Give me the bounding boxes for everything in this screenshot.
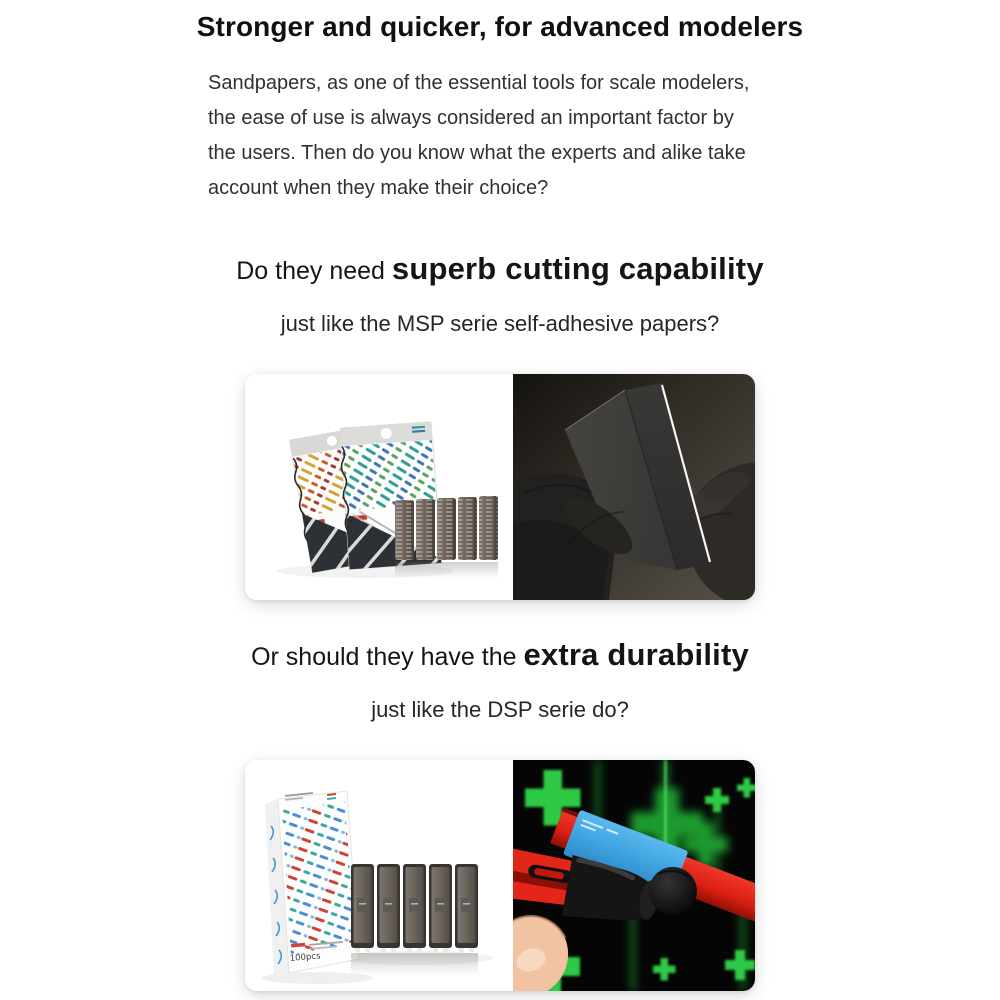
msp-products-illustration xyxy=(245,374,513,600)
msp-subline: just like the MSP serie self-adhesive papers? xyxy=(280,311,720,336)
intro-line: the users. Then do you know what the experts and alike take xyxy=(208,142,746,164)
dsp-products-illustration xyxy=(245,760,513,991)
dsp-subline: just like the DSP serie do? xyxy=(371,697,629,722)
msp-question-heading xyxy=(0,250,1000,294)
dsp-products-photo xyxy=(245,760,513,991)
msp-usage-illustration xyxy=(513,374,755,600)
msp-question-highlight: superb cutting capability xyxy=(391,251,764,286)
page-title: Stronger and quicker, for advanced modelers xyxy=(196,11,804,42)
intro-paragraph xyxy=(208,66,792,206)
dsp-figure xyxy=(245,760,755,991)
dsp-usage-photo xyxy=(513,760,755,991)
dsp-usage-illustration xyxy=(513,760,755,991)
msp-usage-photo xyxy=(513,374,755,600)
msp-figure xyxy=(245,374,755,600)
intro-line: Sandpapers, as one of the essential tools for scale modelers, xyxy=(208,72,750,94)
dsp-question-highlight: extra durability xyxy=(523,637,749,672)
package-count-label: 100pcs xyxy=(289,951,321,964)
msp-question-prefix: Do they need xyxy=(236,257,392,285)
dsp-question-prefix: Or should they have the xyxy=(251,643,524,671)
dsp-question-heading xyxy=(0,636,1000,680)
intro-line: account when they make their choice? xyxy=(208,177,549,199)
msp-sanding-sticks xyxy=(395,496,498,578)
intro-line: the ease of use is always considered an important factor by xyxy=(208,107,734,129)
msp-products-photo xyxy=(245,374,513,600)
dsp-box xyxy=(265,791,359,977)
dsp-sanding-sticks xyxy=(351,864,478,975)
